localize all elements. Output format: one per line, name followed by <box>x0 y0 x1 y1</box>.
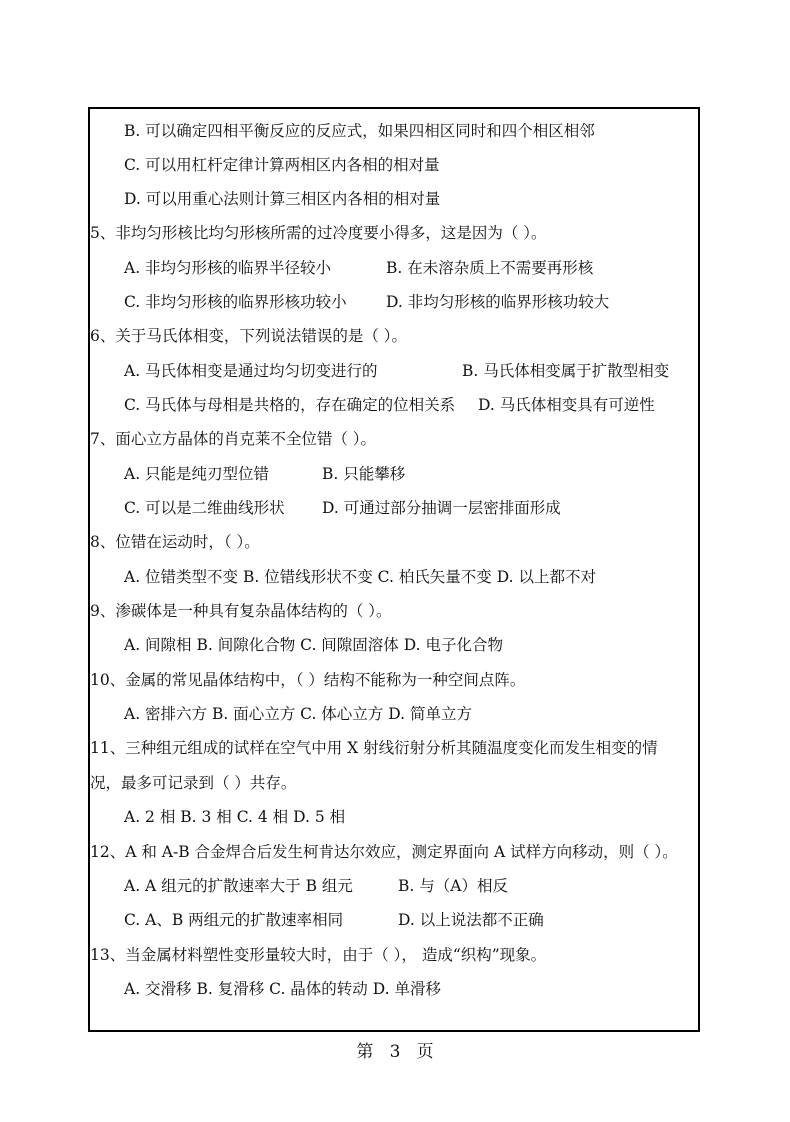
option-b: B. 与（A）相反 <box>398 877 508 895</box>
option-line: C. 可以用杠杆定律计算两相区内各相的相对量 <box>124 156 440 174</box>
option-b: B. 在未溶杂质上不需要再形核 <box>386 259 594 277</box>
option-line <box>124 910 544 930</box>
option-a: A. 非均匀形核的临界半径较小 <box>124 259 332 277</box>
option-a: A. A 组元的扩散速率大于 B 组元 <box>124 877 353 895</box>
question-12: 12、A 和 A-B 合金焊合后发生柯肯达尔效应，测定界面向 A 试样方向移动，则（ ）。 <box>90 843 678 861</box>
option-line: A. 密排六方 B. 面心立方 C. 体心立方 D. 简单立方 <box>124 705 472 723</box>
page-label-suffix: 页 <box>416 1042 434 1062</box>
option-b: B. 只能攀移 <box>322 465 406 483</box>
option-line <box>124 876 508 896</box>
option-line <box>124 361 669 381</box>
option-line: A. 间隙相 B. 间隙化合物 C. 间隙固溶体 D. 电子化合物 <box>124 636 503 654</box>
option-c: C. 马氏体与母相是共格的，存在确定的位相关系 <box>124 396 456 414</box>
option-line <box>124 464 405 484</box>
question-7: 7、面心立方晶体的肖克莱不全位错（ ）。 <box>90 430 377 448</box>
option-c: C. 可以是二维曲线形状 <box>124 499 285 517</box>
question-8: 8、位错在运动时，（ ）。 <box>90 533 260 551</box>
question-11-continued: 况，最多可记录到（ ）共存。 <box>90 774 297 792</box>
option-line: A. 2 相 B. 3 相 C. 4 相 D. 5 相 <box>124 808 346 826</box>
option-line <box>124 292 609 312</box>
question-10: 10、金属的常见晶体结构中，（ ）结构不能称为一种空间点阵。 <box>90 671 526 689</box>
page-label-prefix: 第 <box>356 1042 374 1062</box>
question-5: 5、非均匀形核比均匀形核所需的过冷度要小得多，这是因为（ ）。 <box>90 224 547 242</box>
exam-page-frame <box>88 107 700 1032</box>
option-a: A. 只能是纯刃型位错 <box>124 465 270 483</box>
page-number <box>0 1037 790 1062</box>
option-d: D. 马氏体相变具有可逆性 <box>478 396 655 414</box>
option-d: D. 以上说法都不正确 <box>398 911 544 929</box>
question-13: 13、当金属材料塑性变形量较大时，由于（ ）， 造成“织构”现象。 <box>90 946 547 964</box>
option-line <box>124 395 655 415</box>
option-c: C. 非均匀形核的临界形核功较小 <box>124 293 347 311</box>
option-d: D. 非均匀形核的临界形核功较大 <box>386 293 610 311</box>
option-b: B. 马氏体相变属于扩散型相变 <box>462 362 670 380</box>
option-line <box>124 498 561 518</box>
option-line: A. 交滑移 B. 复滑移 C. 晶体的转动 D. 单滑移 <box>124 980 441 998</box>
question-9: 9、渗碳体是一种具有复杂晶体结构的（ ）。 <box>90 602 392 620</box>
question-6: 6、关于马氏体相变，下列说法错误的是（ ）。 <box>90 327 408 345</box>
page-number-value: 3 <box>389 1042 401 1062</box>
option-line: B. 可以确定四相平衡反应的反应式，如果四相区同时和四个相区相邻 <box>124 122 595 140</box>
option-line: A. 位错类型不变 B. 位错线形状不变 C. 柏氏矢量不变 D. 以上都不对 <box>124 568 596 586</box>
option-line <box>124 258 593 278</box>
option-d: D. 可通过部分抽调一层密排面形成 <box>322 499 561 517</box>
option-line: D. 可以用重心法则计算三相区内各相的相对量 <box>124 190 441 208</box>
option-c: C. A、B 两组元的扩散速率相同 <box>124 911 344 929</box>
question-11: 11、三种组元组成的试样在空气中用 X 射线衍射分析其随温度变化而发生相变的情 <box>90 739 658 757</box>
option-a: A. 马氏体相变是通过均匀切变进行的 <box>124 362 378 380</box>
